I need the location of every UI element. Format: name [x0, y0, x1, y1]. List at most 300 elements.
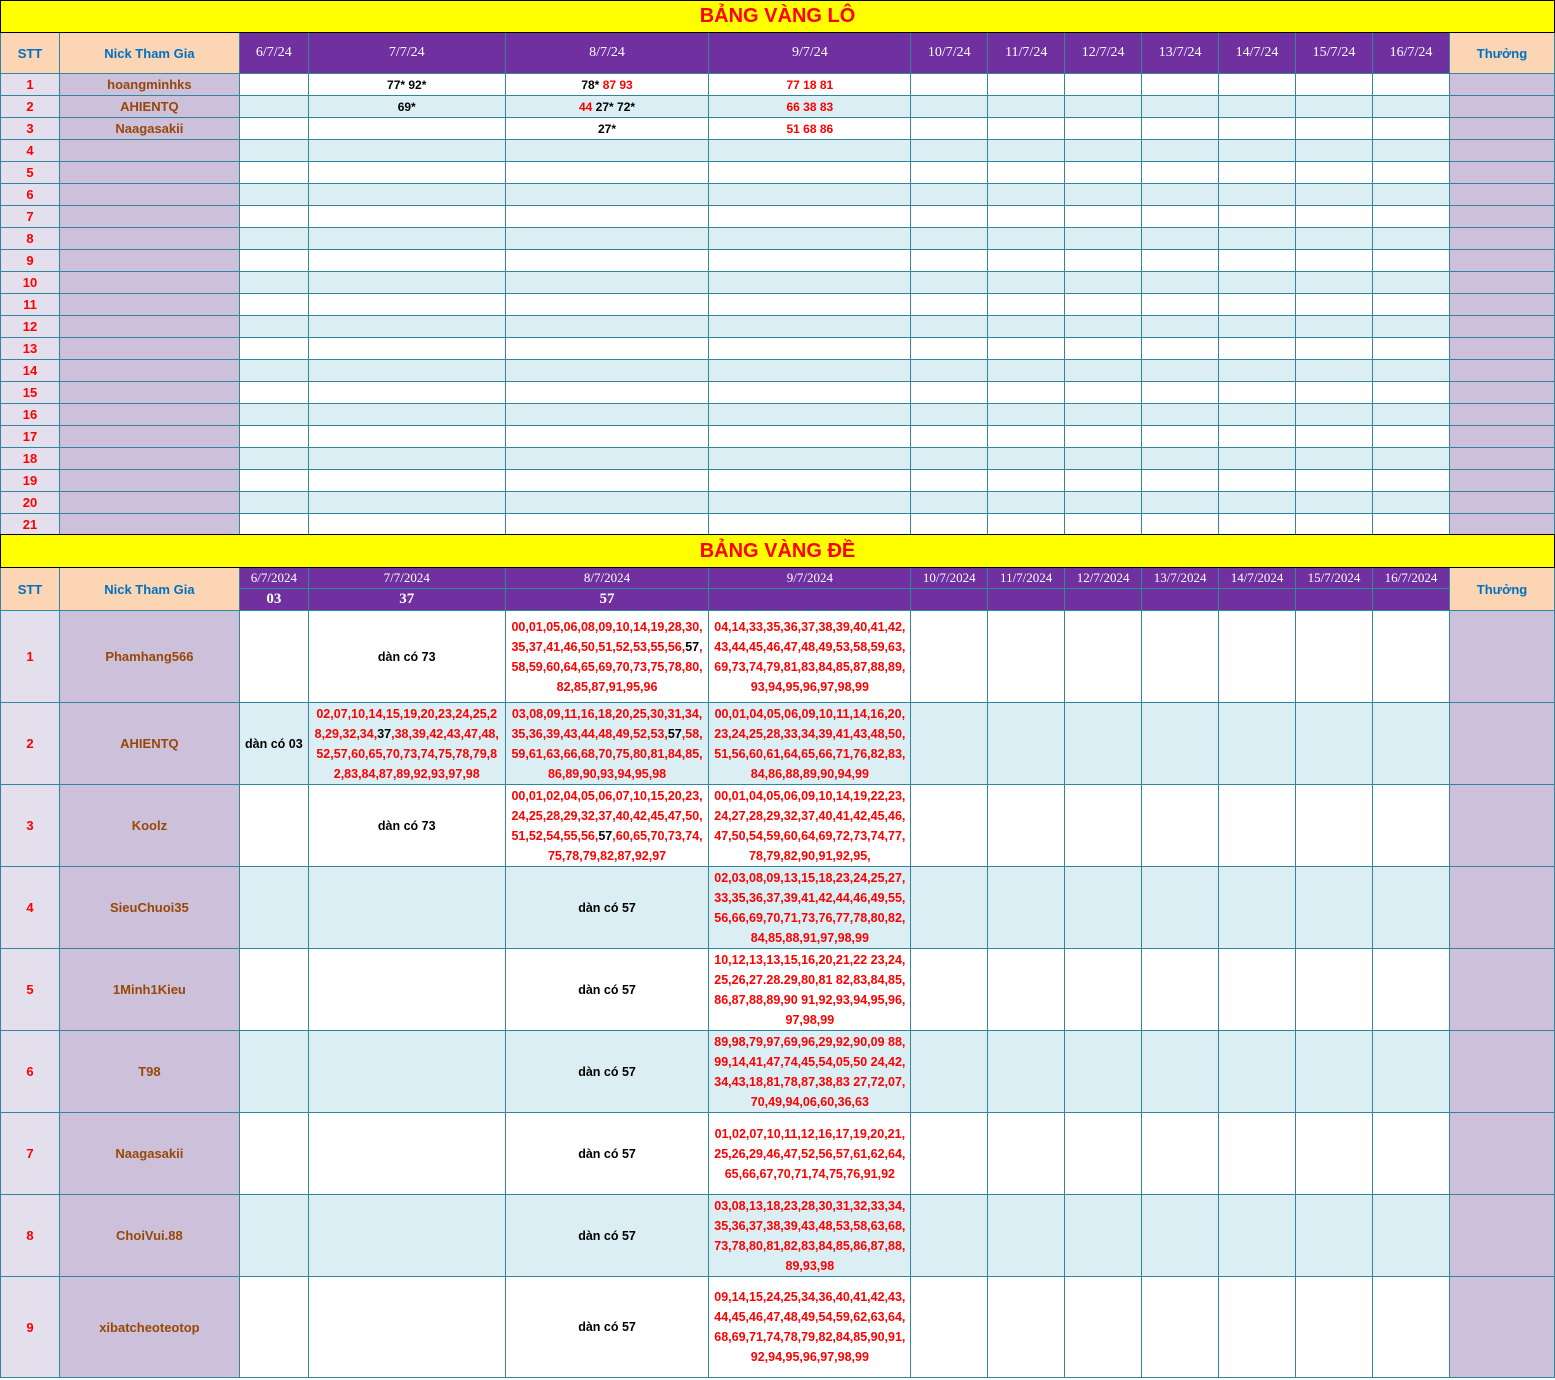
- lo-pick-cell: [239, 492, 308, 514]
- de-pick-cell: [505, 1195, 709, 1277]
- lo-pick-cell: [709, 228, 911, 250]
- nick-name: [59, 470, 239, 492]
- lo-pick-cell: [239, 316, 308, 338]
- lo-pick-cell: [1296, 492, 1373, 514]
- de-table: [0, 534, 1555, 1378]
- lo-pick-cell: [911, 206, 988, 228]
- lo-pick-cell: [709, 118, 911, 140]
- lo-date-header: 7/7/24: [308, 33, 505, 74]
- number-text-red: 00,01,02,04,05,06,07,10,15,20,23,24,25,28,29,32,37,40,42,45,47,50,51,52,54,55,56,: [511, 788, 703, 843]
- de-pick-cell: [1219, 1277, 1296, 1378]
- lo-pick-cell: [308, 382, 505, 404]
- de-table-row: [1, 611, 1555, 703]
- lo-pick-cell: [911, 184, 988, 206]
- reward-cell: [1449, 492, 1554, 514]
- row-number: 14: [1, 360, 60, 382]
- de-pick-cell: [505, 949, 709, 1031]
- lo-pick-cell: [709, 74, 911, 96]
- de-pick-cell: [988, 1031, 1065, 1113]
- lo-table-row: [1, 74, 1555, 96]
- lo-pick-cell: [709, 338, 911, 360]
- lo-pick-cell: [1296, 206, 1373, 228]
- de-pick-cell: [988, 785, 1065, 867]
- lo-pick-cell: [1065, 338, 1142, 360]
- lo-pick-cell: [1372, 294, 1449, 316]
- lo-pick-cell: [308, 448, 505, 470]
- de-pick-cell: [1296, 785, 1373, 867]
- lo-pick-cell: [1372, 74, 1449, 96]
- lo-pick-cell: [1142, 404, 1219, 426]
- de-pick-cell: [308, 1113, 505, 1195]
- number-text-red: 66 38 83: [786, 99, 834, 114]
- de-header-stt: STT: [1, 568, 60, 611]
- de-pick-cell: [911, 703, 988, 785]
- lo-pick-cell: [1296, 272, 1373, 294]
- lo-pick-cell: [308, 360, 505, 382]
- lo-table-row: [1, 206, 1555, 228]
- lo-pick-cell: [505, 206, 709, 228]
- number-text-red: 04,14,33,35,36,37,38,39,40,41,42,43,44,45,46,47,48,49,53,58,59,63,69,73,74,79,81,83,84,85,87,88,89,93,94,95,96,97,98,99: [714, 619, 906, 694]
- lo-pick-cell: [1296, 140, 1373, 162]
- lo-table-row: [1, 492, 1555, 514]
- de-pick-cell: [308, 949, 505, 1031]
- de-pick-cell: [1219, 1113, 1296, 1195]
- lo-table-row: [1, 250, 1555, 272]
- de-pick-cell: [1142, 1113, 1219, 1195]
- de-pick-cell: [988, 1277, 1065, 1378]
- lo-pick-cell: [988, 140, 1065, 162]
- de-pick-cell: [1373, 1113, 1450, 1195]
- lo-pick-cell: [1219, 404, 1296, 426]
- lo-pick-cell: [308, 294, 505, 316]
- lo-pick-cell: [709, 360, 911, 382]
- lo-pick-cell: [1372, 448, 1449, 470]
- reward-cell: [1449, 294, 1554, 316]
- lo-pick-cell: [988, 448, 1065, 470]
- nick-name: [59, 228, 239, 250]
- lo-pick-cell: [1219, 184, 1296, 206]
- de-date-header: 11/7/2024: [988, 568, 1065, 589]
- reward-cell: [1449, 118, 1554, 140]
- number-text: dàn có 57: [578, 1064, 636, 1079]
- nick-name: [59, 206, 239, 228]
- de-pick-cell: [709, 1195, 911, 1277]
- de-pick-cell: [308, 703, 505, 785]
- lo-pick-cell: [1065, 272, 1142, 294]
- lo-pick-cell: [1219, 206, 1296, 228]
- reward-cell: [1449, 74, 1554, 96]
- nick-name: [59, 404, 239, 426]
- lo-pick-cell: [239, 162, 308, 184]
- number-text: 27* 72*: [595, 99, 636, 114]
- lo-pick-cell: [709, 250, 911, 272]
- lo-pick-cell: [709, 404, 911, 426]
- lo-pick-cell: [239, 294, 308, 316]
- lo-pick-cell: [308, 162, 505, 184]
- number-text-red: 09,14,15,24,25,34,36,40,41,42,43,44,45,46,47,48,49,54,59,62,63,64,68,69,71,74,78,79,82,84,85,90,91,92,94,95,96,97,98,99: [714, 1290, 906, 1364]
- lo-table-row: [1, 118, 1555, 140]
- lo-pick-cell: [1142, 294, 1219, 316]
- lo-table-row: [1, 514, 1555, 536]
- de-pick-cell: [1373, 785, 1450, 867]
- nick-name: [59, 140, 239, 162]
- de-table-row: [1, 703, 1555, 785]
- lo-pick-cell: [505, 294, 709, 316]
- lo-pick-cell: [1065, 448, 1142, 470]
- lo-pick-cell: [709, 316, 911, 338]
- row-number: 8: [1, 228, 60, 250]
- lo-pick-cell: [1065, 162, 1142, 184]
- lo-pick-cell: [1296, 250, 1373, 272]
- de-pick-cell: [1373, 867, 1450, 949]
- de-pick-cell: [1065, 703, 1142, 785]
- de-pick-cell: [1219, 1195, 1296, 1277]
- de-pick-cell: [1142, 949, 1219, 1031]
- de-pick-cell: [1296, 703, 1373, 785]
- lo-pick-cell: [505, 162, 709, 184]
- lo-table-row: [1, 162, 1555, 184]
- de-pick-cell: [505, 1277, 709, 1378]
- lo-pick-cell: [1142, 184, 1219, 206]
- lo-pick-cell: [911, 272, 988, 294]
- number-text: 77* 92*: [387, 77, 427, 92]
- lo-pick-cell: [1219, 74, 1296, 96]
- number-text: dàn có 73: [377, 649, 436, 664]
- lo-pick-cell: [1065, 316, 1142, 338]
- lo-pick-cell: [988, 470, 1065, 492]
- de-pick-cell: [1373, 611, 1450, 703]
- lo-pick-cell: [988, 74, 1065, 96]
- row-number: 11: [1, 294, 60, 316]
- lo-pick-cell: [1142, 118, 1219, 140]
- de-pick-cell: [239, 867, 308, 949]
- de-pick-cell: [988, 1113, 1065, 1195]
- de-pick-cell: [505, 1031, 709, 1113]
- number-text-red: ,58,59,61,63,66,68,70,75,80,81,84,85,86,89,90,93,94,95,98: [511, 726, 703, 781]
- reward-cell: [1449, 162, 1554, 184]
- de-pick-cell: [988, 611, 1065, 703]
- lo-pick-cell: [1372, 470, 1449, 492]
- de-result-value: [988, 589, 1065, 611]
- nick-name: Phamhang566: [59, 611, 239, 703]
- reward-cell: [1449, 338, 1554, 360]
- de-pick-cell: [239, 703, 308, 785]
- row-number: 3: [1, 118, 60, 140]
- number-text-red: 00,01,05,06,08,09,10,14,19,28,30,35,37,41,46,50,51,52,53,55,56,: [511, 619, 703, 654]
- lo-pick-cell: [1142, 250, 1219, 272]
- number-text-red: 77 18 81: [786, 77, 834, 92]
- reward-cell: [1450, 949, 1555, 1031]
- lo-pick-cell: [239, 74, 308, 96]
- lo-pick-cell: [239, 426, 308, 448]
- lo-pick-cell: [1296, 184, 1373, 206]
- nick-name: [59, 514, 239, 536]
- de-pick-cell: [911, 1031, 988, 1113]
- lo-table-row: [1, 426, 1555, 448]
- nick-name: T98: [59, 1031, 239, 1113]
- row-number: 2: [1, 703, 60, 785]
- lo-pick-cell: [709, 294, 911, 316]
- lo-pick-cell: [911, 360, 988, 382]
- lo-date-header: 12/7/24: [1065, 33, 1142, 74]
- nick-name: [59, 162, 239, 184]
- lo-pick-cell: [308, 338, 505, 360]
- lo-pick-cell: [505, 382, 709, 404]
- de-pick-cell: [1219, 611, 1296, 703]
- nick-name: [59, 250, 239, 272]
- reward-cell: [1450, 1195, 1555, 1277]
- de-pick-cell: [1065, 1277, 1142, 1378]
- lo-pick-cell: [1065, 206, 1142, 228]
- row-number: 1: [1, 74, 60, 96]
- row-number: 3: [1, 785, 60, 867]
- de-pick-cell: [709, 949, 911, 1031]
- lo-pick-cell: [239, 338, 308, 360]
- de-result-value: [911, 589, 988, 611]
- de-result-value: [1219, 589, 1296, 611]
- lo-pick-cell: [1296, 74, 1373, 96]
- lo-pick-cell: [1219, 382, 1296, 404]
- lo-pick-cell: [709, 272, 911, 294]
- lo-pick-cell: [1372, 404, 1449, 426]
- de-pick-cell: [1065, 1031, 1142, 1113]
- lo-table-row: [1, 294, 1555, 316]
- lo-pick-cell: [1219, 228, 1296, 250]
- de-pick-cell: [1296, 1031, 1373, 1113]
- row-number: 16: [1, 404, 60, 426]
- lo-pick-cell: [911, 404, 988, 426]
- lo-pick-cell: [709, 162, 911, 184]
- de-pick-cell: [1219, 949, 1296, 1031]
- de-pick-cell: [308, 1195, 505, 1277]
- lo-pick-cell: [308, 140, 505, 162]
- row-number: 21: [1, 514, 60, 536]
- lo-pick-cell: [1142, 338, 1219, 360]
- number-text: 78*: [581, 77, 603, 92]
- lo-pick-cell: [1142, 316, 1219, 338]
- lo-date-header: 16/7/24: [1372, 33, 1449, 74]
- lo-pick-cell: [709, 382, 911, 404]
- row-number: 17: [1, 426, 60, 448]
- de-pick-cell: [709, 1031, 911, 1113]
- de-header-thuong: Thưởng: [1450, 568, 1555, 611]
- de-pick-cell: [911, 949, 988, 1031]
- de-date-header: 9/7/2024: [709, 568, 911, 589]
- nick-name: [59, 382, 239, 404]
- lo-pick-cell: [1065, 228, 1142, 250]
- lo-pick-cell: [988, 360, 1065, 382]
- row-number: 12: [1, 316, 60, 338]
- reward-cell: [1449, 184, 1554, 206]
- lo-pick-cell: [988, 294, 1065, 316]
- lo-pick-cell: [1065, 514, 1142, 536]
- lo-pick-cell: [308, 514, 505, 536]
- lo-pick-cell: [308, 184, 505, 206]
- lo-pick-cell: [911, 382, 988, 404]
- lo-pick-cell: [308, 206, 505, 228]
- lo-pick-cell: [1142, 162, 1219, 184]
- lo-pick-cell: [988, 316, 1065, 338]
- de-pick-cell: [911, 1195, 988, 1277]
- lo-pick-cell: [709, 448, 911, 470]
- lo-table-row: [1, 272, 1555, 294]
- lo-date-header: 9/7/24: [709, 33, 911, 74]
- lo-pick-cell: [308, 470, 505, 492]
- lo-table-row: [1, 404, 1555, 426]
- lo-pick-cell: [911, 448, 988, 470]
- lo-pick-cell: [505, 272, 709, 294]
- lo-pick-cell: [308, 228, 505, 250]
- de-pick-cell: [1142, 1031, 1219, 1113]
- lo-pick-cell: [988, 228, 1065, 250]
- de-pick-cell: [308, 785, 505, 867]
- lo-pick-cell: [1142, 228, 1219, 250]
- reward-cell: [1449, 470, 1554, 492]
- lo-pick-cell: [1219, 470, 1296, 492]
- de-pick-cell: [1065, 1195, 1142, 1277]
- de-pick-cell: [1373, 1277, 1450, 1378]
- lo-pick-cell: [911, 228, 988, 250]
- lo-pick-cell: [1296, 426, 1373, 448]
- number-text-red: 03,08,09,11,16,18,20,25,30,31,34,35,36,39,43,44,48,49,52,53,: [511, 706, 703, 741]
- lo-pick-cell: [911, 492, 988, 514]
- number-text-red: ,38,39,42,43,47,48,52,57,60,65,70,73,74,75,78,79,82,83,84,87,89,92,93,97,98: [316, 726, 499, 781]
- de-pick-cell: [709, 785, 911, 867]
- de-pick-cell: [1219, 785, 1296, 867]
- lo-pick-cell: [1372, 228, 1449, 250]
- lo-pick-cell: [1296, 162, 1373, 184]
- lo-pick-cell: [1219, 96, 1296, 118]
- lo-pick-cell: [988, 118, 1065, 140]
- de-pick-cell: [308, 611, 505, 703]
- de-pick-cell: [308, 1031, 505, 1113]
- lo-table: [0, 0, 1555, 536]
- lo-pick-cell: [911, 426, 988, 448]
- number-text: dàn có 57: [578, 982, 636, 997]
- lo-pick-cell: [911, 470, 988, 492]
- lo-date-header: 6/7/24: [239, 33, 308, 74]
- lo-pick-cell: [988, 338, 1065, 360]
- lo-pick-cell: [911, 316, 988, 338]
- row-number: 7: [1, 206, 60, 228]
- lo-pick-cell: [1065, 74, 1142, 96]
- de-pick-cell: [505, 785, 709, 867]
- lo-pick-cell: [505, 228, 709, 250]
- de-result-value: 57: [505, 589, 709, 611]
- lo-pick-cell: [308, 250, 505, 272]
- number-text-red: 00,01,04,05,06,09,10,11,14,16,20,23,24,25,28,33,34,39,41,43,48,50,51,56,60,61,64,65,66,71,76,82,83,84,86,88,89,90,94,99: [714, 706, 906, 781]
- lo-pick-cell: [988, 272, 1065, 294]
- lo-pick-cell: [505, 338, 709, 360]
- lo-pick-cell: [988, 162, 1065, 184]
- nick-name: AHIENTQ: [59, 96, 239, 118]
- lo-pick-cell: [1296, 514, 1373, 536]
- de-date-header: 10/7/2024: [911, 568, 988, 589]
- lo-pick-cell: [1296, 316, 1373, 338]
- lo-table-row: [1, 338, 1555, 360]
- row-number: 1: [1, 611, 60, 703]
- lo-pick-cell: [709, 140, 911, 162]
- nick-name: [59, 272, 239, 294]
- row-number: 4: [1, 140, 60, 162]
- de-pick-cell: [1296, 867, 1373, 949]
- de-pick-cell: [1142, 1277, 1219, 1378]
- lo-pick-cell: [505, 316, 709, 338]
- lo-pick-cell: [308, 426, 505, 448]
- de-result-value: [1296, 589, 1373, 611]
- lo-pick-cell: [709, 470, 911, 492]
- row-number: 2: [1, 96, 60, 118]
- nick-name: hoangminhks: [59, 74, 239, 96]
- nick-name: ChoiVui.88: [59, 1195, 239, 1277]
- reward-cell: [1450, 611, 1555, 703]
- lo-pick-cell: [308, 316, 505, 338]
- lo-pick-cell: [1142, 448, 1219, 470]
- de-table-row: [1, 1195, 1555, 1277]
- lo-pick-cell: [709, 96, 911, 118]
- de-date-header: 15/7/2024: [1296, 568, 1373, 589]
- lo-date-header: 13/7/24: [1142, 33, 1219, 74]
- lo-pick-cell: [239, 184, 308, 206]
- lo-pick-cell: [505, 448, 709, 470]
- nick-name: [59, 294, 239, 316]
- de-header-nick: Nick Tham Gia: [59, 568, 239, 611]
- reward-cell: [1449, 514, 1554, 536]
- de-title: BẢNG VÀNG ĐỀ: [1, 535, 1555, 568]
- lo-header-stt: STT: [1, 33, 60, 74]
- reward-cell: [1450, 1113, 1555, 1195]
- de-pick-cell: [709, 867, 911, 949]
- lo-pick-cell: [1065, 96, 1142, 118]
- row-number: 8: [1, 1195, 60, 1277]
- lo-pick-cell: [709, 426, 911, 448]
- de-pick-cell: [239, 611, 308, 703]
- row-number: 9: [1, 1277, 60, 1378]
- lo-pick-cell: [505, 360, 709, 382]
- number-text: 27*: [598, 121, 617, 136]
- number-text-red: ,58,59,60,64,65,69,70,73,75,78,80,82,85,87,91,95,96: [511, 639, 703, 694]
- lo-pick-cell: [308, 272, 505, 294]
- number-text-red: 02,07,10,14,15,19,20,23,24,25,28,29,32,34,: [314, 706, 498, 741]
- lo-pick-cell: [1142, 360, 1219, 382]
- reward-cell: [1449, 404, 1554, 426]
- lo-pick-cell: [239, 96, 308, 118]
- lo-table-row: [1, 360, 1555, 382]
- reward-cell: [1450, 1277, 1555, 1378]
- de-pick-cell: [239, 1195, 308, 1277]
- lo-pick-cell: [1219, 250, 1296, 272]
- de-pick-cell: [239, 1031, 308, 1113]
- lo-pick-cell: [1065, 426, 1142, 448]
- nick-name: [59, 492, 239, 514]
- de-pick-cell: [308, 1277, 505, 1378]
- row-number: 18: [1, 448, 60, 470]
- lo-pick-cell: [239, 404, 308, 426]
- lo-pick-cell: [308, 96, 505, 118]
- de-pick-cell: [1065, 611, 1142, 703]
- lo-pick-cell: [1065, 140, 1142, 162]
- de-pick-cell: [1142, 867, 1219, 949]
- de-pick-cell: [1142, 785, 1219, 867]
- lo-pick-cell: [1219, 118, 1296, 140]
- reward-cell: [1450, 1031, 1555, 1113]
- de-pick-cell: [1219, 867, 1296, 949]
- lo-table-row: [1, 228, 1555, 250]
- de-result-value: [1065, 589, 1142, 611]
- lo-pick-cell: [988, 382, 1065, 404]
- nick-name: [59, 184, 239, 206]
- de-table-row: [1, 785, 1555, 867]
